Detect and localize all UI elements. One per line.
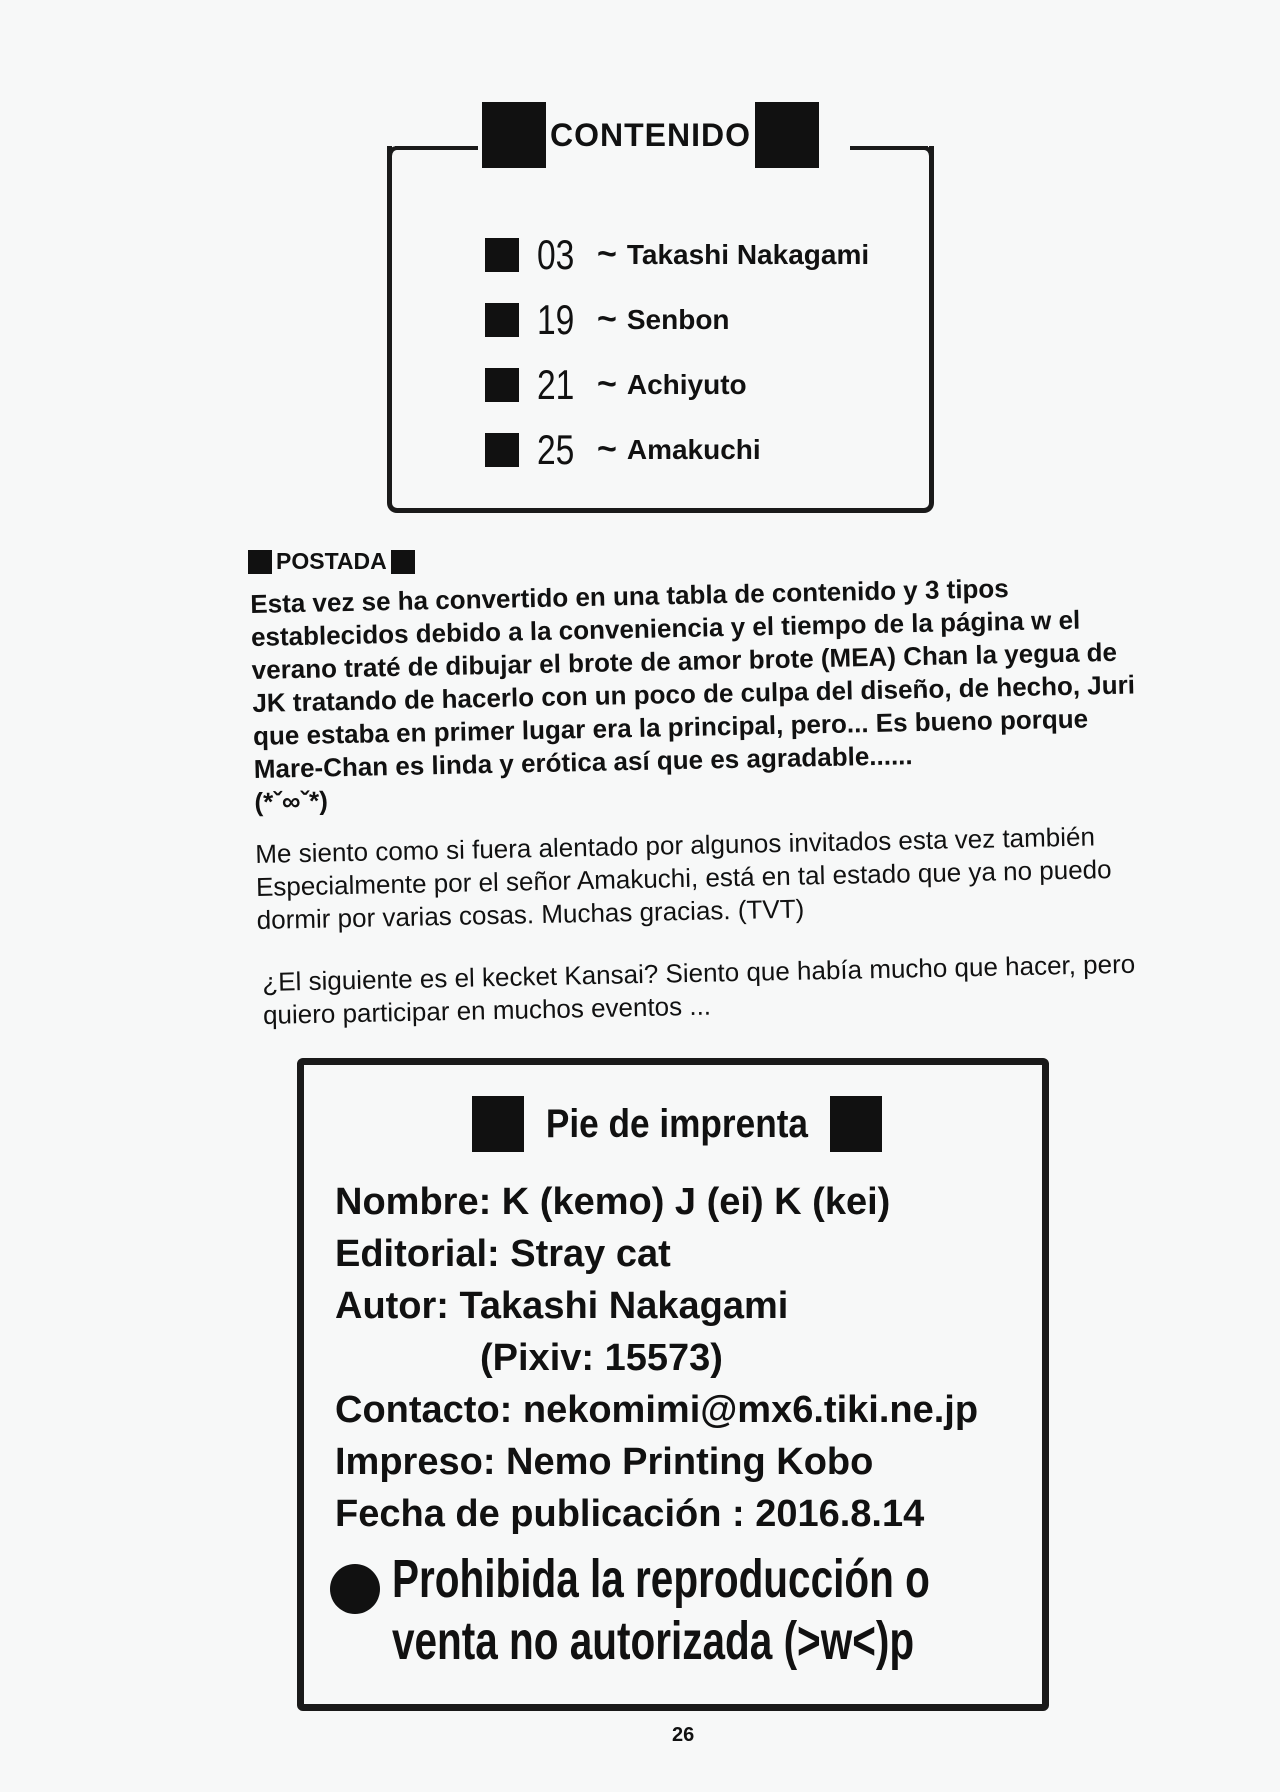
imprint-pixiv: (Pixiv: 15573) <box>480 1337 723 1379</box>
tilde-icon: ~ <box>597 300 617 338</box>
imprint-date: Fecha de publicación : 2016.8.14 <box>335 1493 925 1535</box>
toc-page-number: 25 <box>537 425 575 473</box>
toc-page-number: 19 <box>537 295 575 343</box>
warning-line-1: Prohibida la reproducción o <box>392 1549 930 1609</box>
reproduction-warning <box>330 1548 1109 1672</box>
imprint-lines <box>335 1176 978 1540</box>
paragraph-text: Esta vez se ha convertido en una tabla de contenido y 3 tipos establecidos debido a la conveniencia y el tiempo de la página w el verano traté de dibujar el brote de amor brote (MEA) Chan la yegua de JK tratando de hacerlo con un poco de culpa del diseño, de hecho, Juri que estaba en primer lugar era la principal, pero... Es bueno porque Mare-Chan es linda y erótica así que es agradable...... <box>250 573 1136 784</box>
bullet-square-icon <box>485 433 519 467</box>
toc-page-number: 21 <box>537 360 575 408</box>
imprint-name: Nombre: K (kemo) J (ei) K (kei) <box>335 1181 891 1223</box>
toc-author: Senbon <box>626 303 730 335</box>
tilde-icon: ~ <box>597 235 617 273</box>
toc-author: Takashi Nakagami <box>626 238 870 270</box>
imprint-publisher: Editorial: Stray cat <box>335 1233 671 1275</box>
imprint-author: Autor: Takashi Nakagami <box>335 1285 789 1327</box>
toc-item <box>485 287 869 352</box>
imprint-printer: Impreso: Nemo Printing Kobo <box>335 1441 874 1483</box>
toc-author: Amakuchi <box>626 433 761 465</box>
toc-page-number: 03 <box>537 230 575 278</box>
warning-line-2: venta no autorizada (>w<)p <box>392 1611 915 1671</box>
toc-title-label: CONTENIDO <box>550 116 751 153</box>
bullet-square-icon <box>485 238 519 272</box>
toc-list <box>485 222 869 482</box>
black-square-icon <box>248 550 272 574</box>
imprint-contact: Contacto: nekomimi@mx6.tiki.ne.jp <box>335 1389 979 1431</box>
warning-text <box>392 1548 930 1672</box>
black-square-icon <box>482 102 546 168</box>
tilde-icon: ~ <box>597 365 617 403</box>
toc-item <box>485 222 869 287</box>
toc-author: Achiyuto <box>626 368 747 400</box>
black-square-icon <box>755 102 819 168</box>
black-square-icon <box>830 1096 882 1152</box>
postada-paragraph-2: Me siento como si fuera alentado por algunos invitados esta vez también Especialmente por el señor Amakuchi, está en tal estado que ya no puedo dormir por varias cosas. Muchas gracias. (TVT) <box>255 821 1112 935</box>
page-number: 26 <box>672 1724 695 1746</box>
black-square-icon <box>472 1096 524 1152</box>
postada-heading <box>248 548 415 575</box>
imprint-title <box>472 1096 882 1152</box>
postada-paragraph-1 <box>250 569 1155 819</box>
bullet-dot-icon <box>330 1564 380 1614</box>
tilde-icon: ~ <box>597 430 617 468</box>
bullet-square-icon <box>485 303 519 337</box>
black-square-icon <box>391 550 415 574</box>
postada-paragraph-3: ¿El siguiente es el kecket Kansai? Siento que había mucho que hacer, pero quiero participar en muchos eventos ... <box>262 948 1136 1030</box>
toc-corner <box>387 146 401 160</box>
imprint-title-label: Pie de imprenta <box>545 1101 809 1146</box>
toc-item <box>485 417 869 482</box>
toc-item <box>485 352 869 417</box>
bullet-square-icon <box>485 368 519 402</box>
emoticon: (*ˇ∞ˇ*) <box>254 785 329 817</box>
postada-title: POSTADA <box>276 548 387 574</box>
toc-title <box>478 100 823 170</box>
